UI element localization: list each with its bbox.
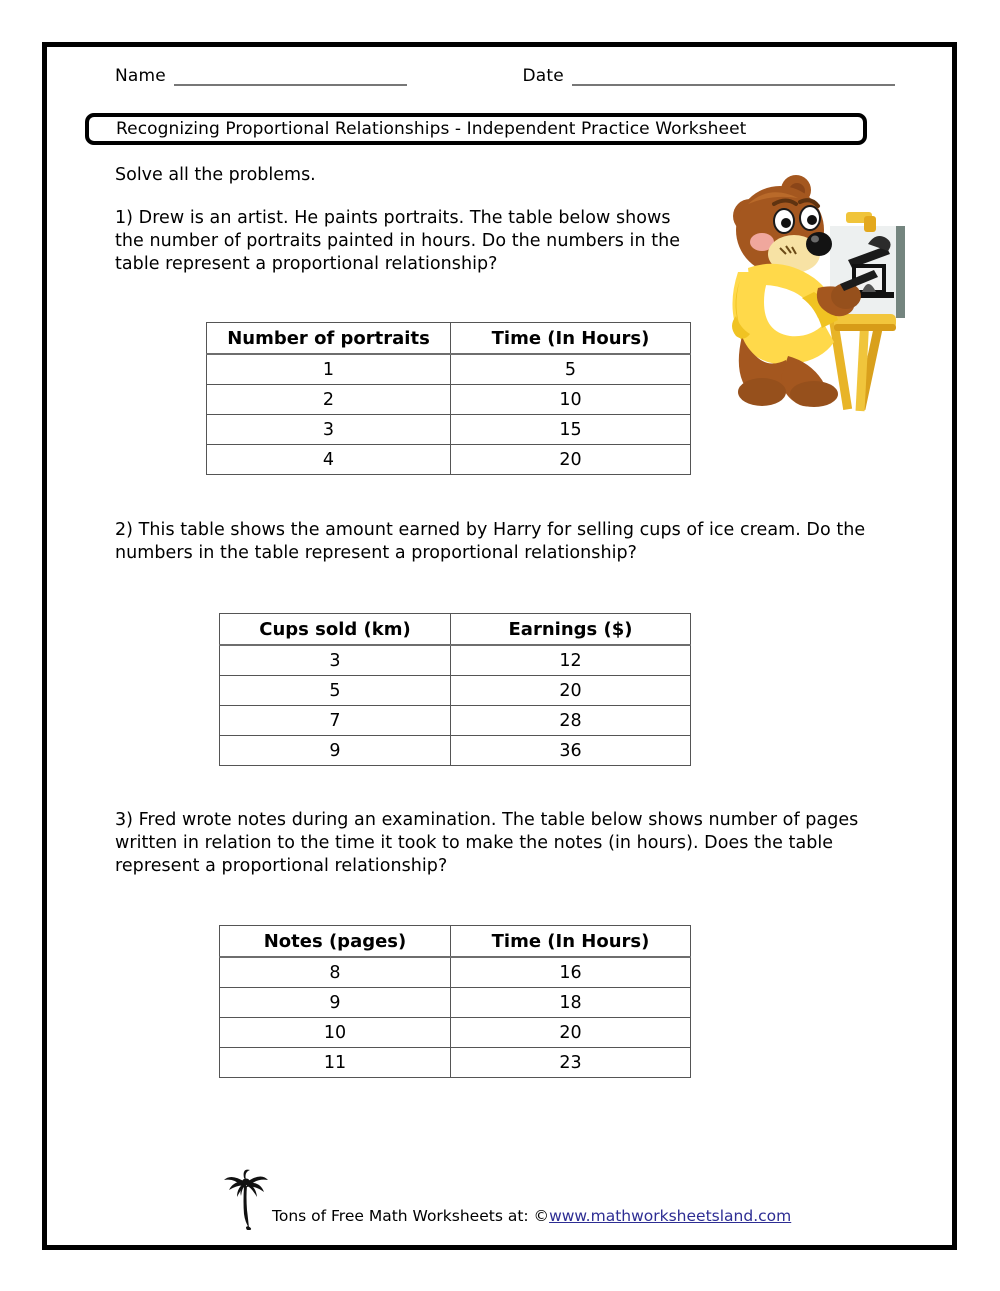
table-row xyxy=(220,1048,691,1078)
column-header: Time (In Hours) xyxy=(451,323,691,355)
column-header: Time (In Hours) xyxy=(451,926,691,958)
table-cell: 2 xyxy=(207,385,451,415)
table-cell: 28 xyxy=(451,706,691,736)
table-row xyxy=(207,415,691,445)
column-header: Earnings ($) xyxy=(451,614,691,646)
table-cell: 9 xyxy=(220,736,451,766)
problem-3-table xyxy=(219,925,691,1078)
table-cell: 20 xyxy=(451,1018,691,1048)
table-cell: 10 xyxy=(220,1018,451,1048)
worksheet-title-box xyxy=(85,113,867,145)
teddy-bear-painting-icon xyxy=(718,168,938,420)
bear-group xyxy=(732,175,878,407)
table-cell: 1 xyxy=(207,354,451,385)
table-cell: 36 xyxy=(451,736,691,766)
table-cell: 3 xyxy=(207,415,451,445)
table-cell: 23 xyxy=(451,1048,691,1078)
table-cell: 20 xyxy=(451,676,691,706)
footer xyxy=(222,1168,822,1240)
table-row xyxy=(220,706,691,736)
table-row xyxy=(207,445,691,475)
table-cell: 10 xyxy=(451,385,691,415)
table-header-row xyxy=(220,926,691,958)
table-row xyxy=(220,676,691,706)
instruction-text: Solve all the problems. xyxy=(115,165,316,185)
column-header: Number of portraits xyxy=(207,323,451,355)
table-header-row xyxy=(207,323,691,355)
table-cell: 5 xyxy=(220,676,451,706)
table-row xyxy=(220,1018,691,1048)
footer-website-link[interactable]: www.mathworksheetsland.com xyxy=(549,1207,792,1225)
problem-1-text: 1) Drew is an artist. He paints portraits. The table below shows the number of portraits painted in hours. Do the numbers in the table represent a proportional relationship? xyxy=(115,208,681,274)
table-cell: 18 xyxy=(451,988,691,1018)
table-row xyxy=(207,385,691,415)
column-header: Notes (pages) xyxy=(220,926,451,958)
table-header-row xyxy=(220,614,691,646)
name-date-row xyxy=(115,58,895,86)
page-title: Recognizing Proportional Relationships - Independent Practice Worksheet xyxy=(116,119,747,139)
column-header: Cups sold (km) xyxy=(220,614,451,646)
name-label: Name xyxy=(115,66,166,86)
table-cell: 7 xyxy=(220,706,451,736)
table-row xyxy=(220,957,691,988)
table-cell: 16 xyxy=(451,957,691,988)
problem-3-text: 3) Fred wrote notes during an examination. The table below shows number of pages written in relation to the time it took to make the notes (in hours). Does the table represent a proportional relationship? xyxy=(115,810,859,876)
table-cell: 11 xyxy=(220,1048,451,1078)
name-input-line[interactable] xyxy=(174,66,407,86)
problem-1-table xyxy=(206,322,691,475)
table-cell: 5 xyxy=(451,354,691,385)
footer-text-row xyxy=(272,1206,791,1226)
footer-credit-text: Tons of Free Math Worksheets at: © xyxy=(272,1207,550,1225)
table-cell: 8 xyxy=(220,957,451,988)
date-input-line[interactable] xyxy=(572,66,895,86)
table-row xyxy=(220,645,691,676)
table-cell: 12 xyxy=(451,645,691,676)
problem-2-table xyxy=(219,613,691,766)
palm-tree-icon xyxy=(222,1168,270,1230)
table-row xyxy=(207,354,691,385)
table-row xyxy=(220,736,691,766)
table-row xyxy=(220,988,691,1018)
table-cell: 3 xyxy=(220,645,451,676)
table-cell: 4 xyxy=(207,445,451,475)
date-label: Date xyxy=(522,66,564,86)
table-cell: 9 xyxy=(220,988,451,1018)
table-cell: 15 xyxy=(451,415,691,445)
table-cell: 20 xyxy=(451,445,691,475)
problem-2-text: 2) This table shows the amount earned by Harry for selling cups of ice cream. Do the numbers in the table represent a proportional relationship? xyxy=(115,520,866,563)
